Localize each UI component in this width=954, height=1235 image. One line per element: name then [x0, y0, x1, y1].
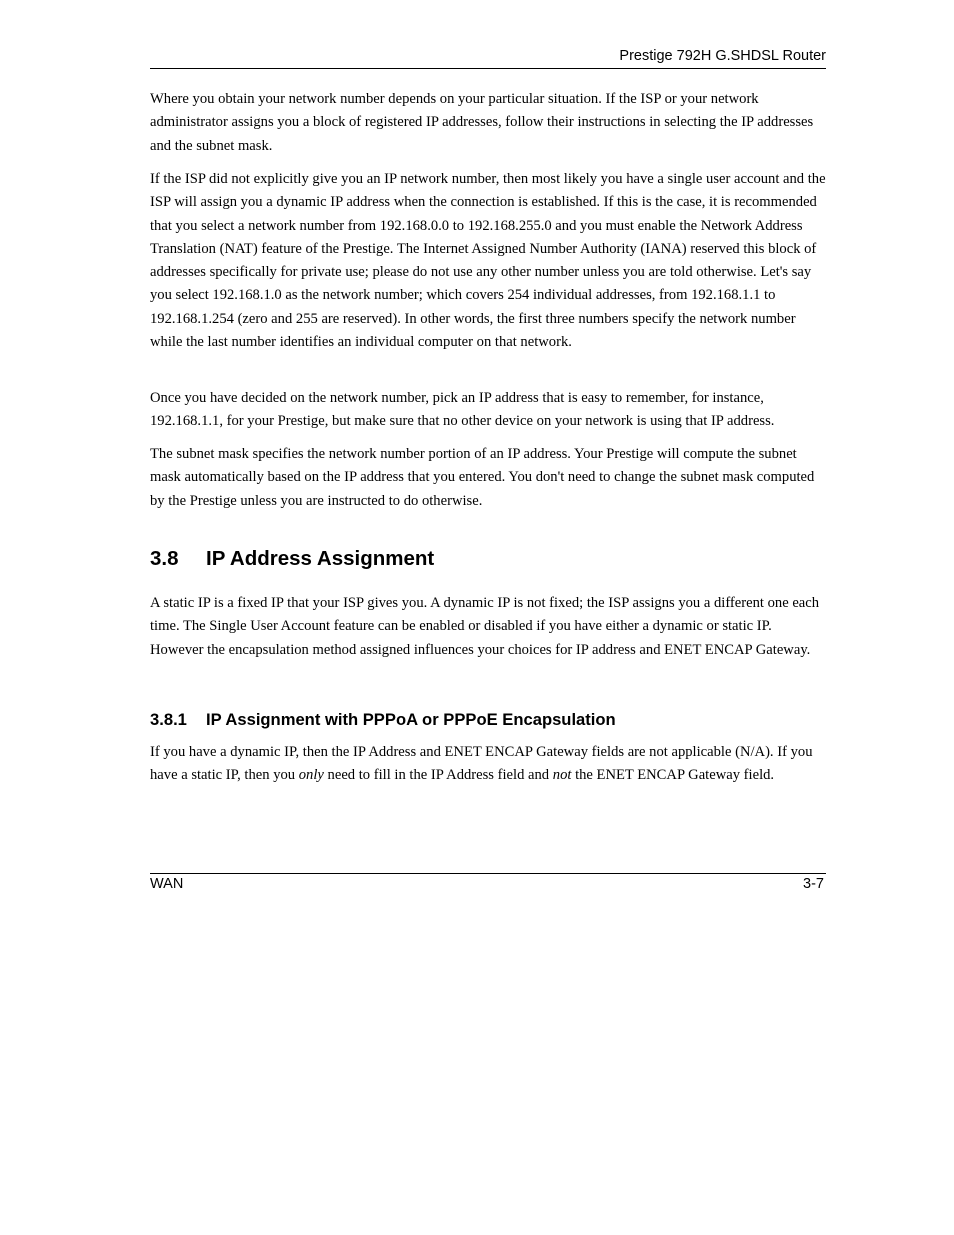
section-heading	[150, 545, 434, 573]
paragraph-private-addresses: If the ISP did not explicitly give you an IP network number, then most likely you have a single user account and the ISP will assign you a dynamic IP address when the connection is established. If this is the case, it is recommended that you select a network number from 192.168.0.0 to 192.168.255.0 and you must enable the Network Address Translation (NAT) feature of the Prestige. The Internet Assigned Number Authority (IANA) reserved this block of addresses specifically for private use; please do not use any other number unless you are told otherwise. Let's say you select 192.168.1.0 as the network number; which covers 254 individual addresses, from 192.168.1.1 to 192.168.1.254 (zero and 255 are reserved). In other words, the first three numbers specify the network number while the last number identifies an individual computer on that network.	[150, 171, 826, 351]
running-header: Prestige 792H G.SHDSL Router	[619, 48, 826, 64]
paragraph-static-dynamic-ip: A static IP is a fixed IP that your ISP gives you. A dynamic IP is not fixed; the ISP assigns you a different one each time. The Single User Account feature can be enabled or disabled if you have either a dynamic or static IP. However the encapsulation method assigned influences your choices for IP address and ENET ENCAP Gateway.	[150, 595, 820, 658]
footer-divider	[150, 873, 826, 874]
subsection-heading	[150, 708, 616, 732]
subsection-title: IP Assignment with PPPoA or PPPoE Encapsulation	[206, 710, 616, 729]
text-segment: the ENET ENCAP Gateway field.	[571, 767, 775, 784]
text-segment: If you have a dynamic IP, then the IP Address and ENET ENCAP Gateway fields are not applicable (N/A). If you have a static IP, then you	[150, 744, 813, 784]
footer-chapter: WAN	[150, 876, 184, 892]
header-divider	[150, 68, 826, 69]
paragraph-ppp-assignment	[150, 741, 826, 788]
emphasis-not: not	[552, 767, 572, 784]
text-segment: need to fill in the IP Address field and	[323, 767, 553, 784]
paragraph-network-number: Where you obtain your network number depends on your particular situation. If the ISP or your network administrator assigns you a block of registered IP addresses, follow their instructions in selecting the IP addresses and the subnet mask.	[150, 91, 814, 154]
paragraph-subnet-mask: The subnet mask specifies the network number portion of an IP address. Your Prestige will compute the subnet mask automatically based on the IP address that you entered. You don't need to change the subnet mask computed by the Prestige unless you are instructed to do otherwise.	[150, 446, 815, 509]
section-title: IP Address Assignment	[206, 547, 435, 570]
emphasis-only: only	[298, 767, 324, 784]
subsection-number: 3.8.1	[150, 710, 187, 729]
paragraph-pick-ip: Once you have decided on the network number, pick an IP address that is easy to remember, for instance, 192.168.1.1, for your Prestige, but make sure that no other device on your network is using that IP address.	[150, 390, 775, 430]
section-number: 3.8	[150, 547, 179, 570]
footer-page-number: 3-7	[803, 876, 824, 892]
